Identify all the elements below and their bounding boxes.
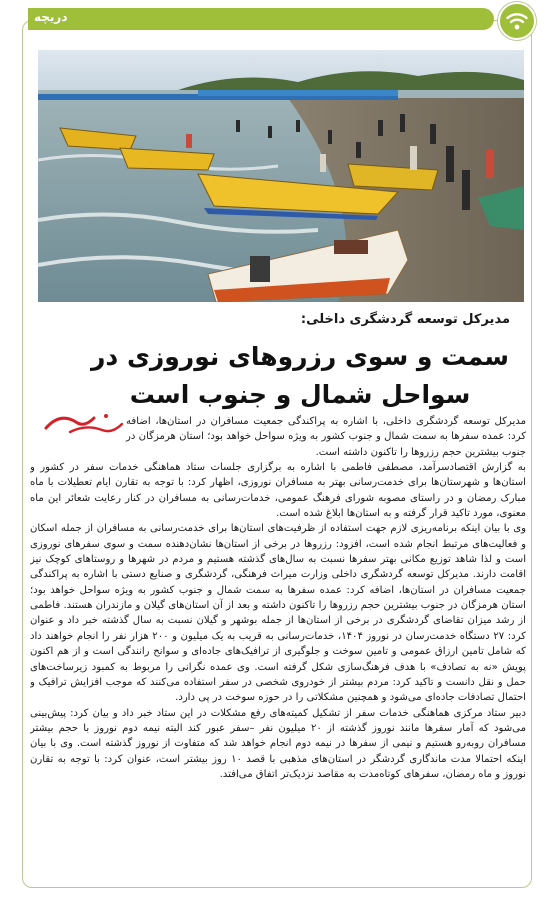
article-headline: سمت و سوی رزروهای نوروزی در سواحل شمال و جنوب است xyxy=(91,342,509,409)
beach-boats-photo xyxy=(38,50,524,302)
section-header-bar xyxy=(28,8,494,30)
article-paragraph: مدیرکل توسعه گردشگری داخلی، با اشاره به پراکندگی جمعیت مسافران در استان‌ها، اضافه کرد: عمده سفرها به سمت شمال و جنوب کشور به ویژه سواحل خواهد بود؛ استان هرمزگان در جنوب بیشترین حجم رزروها را تاکنون داشته است. xyxy=(126,416,526,458)
article-paragraph: به گزارش اقتصادسرآمد، مصطفی فاطمی با اشاره به برگزاری جلسات ستاد هماهنگی خدمات سفر در کشور و استان‌ها و شهرستان‌ها برای خدمت‌رسانی بهتر به مسافران نوروزی، اظهار کرد: با توجه به تقارن ایام تعطیلات با ماه مبارک رمضان و در راستای مصوبه شورای فرهنگ عمومی، خدمات‌رسانی به مسافران در کنار رعایت شعائر این ماه معنوی، مورد تاکید قرار گرفته و به استان‌ها ابلاغ شده است. xyxy=(30,462,526,520)
article-kicker: مدیرکل توسعه گردشگری داخلی: xyxy=(300,312,510,327)
wifi-icon xyxy=(498,2,536,40)
article-paragraph: دبیر ستاد مرکزی هماهنگی خدمات سفر از تشکیل کمیته‌های رفع مشکلات در این ستاد خبر داد و بیان کرد: پیش‌بینی می‌شود که آمار سفرها مانند نوروز گذشته از ۲۰ میلیون نفر –سفر عبور کند البته نیمه دوم نوروز با حجم بیشتر مسافران روبه‌رو هستیم و نیمی از سفرها در نیمه دوم انجام خواهد شد که متفاوت از نوروز گذشته است. وی با بیان اینکه احتمالا مدت ماندگاری گردشگر در استان‌های مذهبی با قصد ۱۰ روز بیشتر است، عنوان کرد: با توجه به تقارن نوروز و ماه رمضان، سفرهای کوتاه‌مدت به مقاصد نزدیک‌تر اتفاق می‌افتد. xyxy=(30,707,526,780)
article-body xyxy=(30,414,526,874)
article-paragraph: وی با بیان اینکه برنامه‌ریزی لازم جهت استفاده از ظرفیت‌های استان‌ها برای خدمت‌رسانی به مسافران از جمله اسکان و فعالیت‌های مرتبط انجام شده است، افزود: رزروها در برخی از استان‌ها نشان‌دهنده سمت و سوی سفرهای نوروزی است و لذا شاهد توزیع مکانی بهتر سفرها نسبت به سال‌های گذشته هستیم و مردم در شهرها و روستاهای کوچک نیز اقامت دارند. مدیرکل توسعه گردشگری داخلی وزارت میراث فرهنگی، گردشگری و صنایع دستی با اشاره به پراکندگی جمعیت مسافران در استان‌ها، اضافه کرد: عمده سفرها به سمت شمال و جنوب کشور به ویژه سواحل خواهد بود؛ استان هرمزگان در جنوب بیشترین حجم رزروها را تاکنون داشته و بعد از آن استان‌های گیلان و مازندران هستند. فاطمی از رشد میزان تقاضای گردشگری در برخی از استان‌ها از جمله بوشهر و گیلان نسبت به سال گذشته خبر داد و عنوان کرد: ۲۷ دستگاه خدمت‌رسان در نوروز ۱۴۰۴، خدمات‌رسانی به قریب به یک میلیون و ۲۰۰ هزار نفر را انجام خواهند داد که شامل تامین ارزاق عمومی و تامین سوخت و جلوگیری از ترافیک‌های جاده‌ای و سوانح رانندگی است و از هم اکنون پویش «نه به تصادف» با هدف فرهنگ‌سازی شکل گرفته است. وی عمده نگرانی را مربوط به کمبود زیرساخت‌های حمل و نقل دانست و تاکید کرد: مردم بیشتر از خودروی شخصی در سفر استفاده می‌کنند که موجب افزایش ترافیک و احتمال تصادفات جاده‌ای می‌شود و همچنین مشکلاتی را در حوزه سوخت در پی دارد. xyxy=(30,523,526,704)
section-label: دریچه xyxy=(34,10,68,24)
